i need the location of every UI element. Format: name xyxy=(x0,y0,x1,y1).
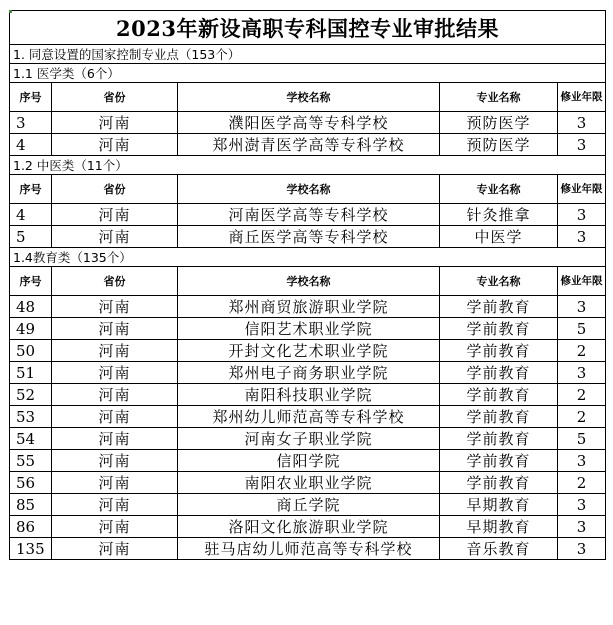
group-row xyxy=(10,64,606,83)
years-cell: 3 xyxy=(558,296,606,318)
major-cell: 学前教育 xyxy=(440,296,558,318)
index-cell: 3 xyxy=(10,112,52,134)
table-row xyxy=(10,362,606,384)
group-label: 1.2 中医类（11个） xyxy=(10,156,606,175)
section-row xyxy=(10,45,606,64)
province-cell: 河南 xyxy=(52,450,178,472)
index-cell: 86 xyxy=(10,516,52,538)
major-cell: 学前教育 xyxy=(440,472,558,494)
school-cell: 开封文化艺术职业学院 xyxy=(178,340,440,362)
header-school: 学校名称 xyxy=(178,175,440,204)
school-cell: 商丘学院 xyxy=(178,494,440,516)
header-row xyxy=(10,267,606,296)
province-cell: 河南 xyxy=(52,516,178,538)
province-cell: 河南 xyxy=(52,472,178,494)
major-cell: 学前教育 xyxy=(440,362,558,384)
school-cell: 河南女子职业学院 xyxy=(178,428,440,450)
major-cell: 音乐教育 xyxy=(440,538,558,560)
province-cell: 河南 xyxy=(52,406,178,428)
major-cell: 预防医学 xyxy=(440,134,558,156)
table-row xyxy=(10,472,606,494)
school-cell: 南阳科技职业学院 xyxy=(178,384,440,406)
header-years: 修业年限 xyxy=(558,267,606,296)
index-cell: 5 xyxy=(10,226,52,248)
header-row xyxy=(10,83,606,112)
table-row xyxy=(10,450,606,472)
index-cell: 53 xyxy=(10,406,52,428)
header-row xyxy=(10,175,606,204)
approval-table xyxy=(9,10,606,560)
province-cell: 河南 xyxy=(52,112,178,134)
index-cell: 55 xyxy=(10,450,52,472)
province-cell: 河南 xyxy=(52,318,178,340)
major-cell: 中医学 xyxy=(440,226,558,248)
school-cell: 洛阳文化旅游职业学院 xyxy=(178,516,440,538)
major-cell: 学前教育 xyxy=(440,340,558,362)
years-cell: 3 xyxy=(558,134,606,156)
major-cell: 学前教育 xyxy=(440,318,558,340)
index-cell: 50 xyxy=(10,340,52,362)
header-index: 序号 xyxy=(10,267,52,296)
province-cell: 河南 xyxy=(52,362,178,384)
table-row xyxy=(10,296,606,318)
province-cell: 河南 xyxy=(52,296,178,318)
header-province: 省份 xyxy=(52,83,178,112)
province-cell: 河南 xyxy=(52,538,178,560)
table-row xyxy=(10,112,606,134)
school-cell: 郑州澍青医学高等专科学校 xyxy=(178,134,440,156)
table-row xyxy=(10,204,606,226)
table-body xyxy=(10,11,606,560)
school-cell: 郑州幼儿师范高等专科学校 xyxy=(178,406,440,428)
table-row xyxy=(10,340,606,362)
school-cell: 河南医学高等专科学校 xyxy=(178,204,440,226)
table-row xyxy=(10,516,606,538)
province-cell: 河南 xyxy=(52,340,178,362)
group-row xyxy=(10,156,606,175)
major-cell: 学前教育 xyxy=(440,406,558,428)
years-cell: 3 xyxy=(558,538,606,560)
index-cell: 4 xyxy=(10,204,52,226)
major-cell: 学前教育 xyxy=(440,450,558,472)
years-cell: 2 xyxy=(558,340,606,362)
document-title: 2023年新设高职专科国控专业审批结果 xyxy=(10,11,606,45)
province-cell: 河南 xyxy=(52,428,178,450)
header-index: 序号 xyxy=(10,175,52,204)
years-cell: 5 xyxy=(558,428,606,450)
index-cell: 48 xyxy=(10,296,52,318)
years-cell: 3 xyxy=(558,204,606,226)
years-cell: 2 xyxy=(558,472,606,494)
province-cell: 河南 xyxy=(52,384,178,406)
years-cell: 3 xyxy=(558,362,606,384)
group-label: 1.4教育类（135个） xyxy=(10,248,606,267)
province-cell: 河南 xyxy=(52,204,178,226)
table-row xyxy=(10,428,606,450)
years-cell: 3 xyxy=(558,112,606,134)
years-cell: 3 xyxy=(558,494,606,516)
header-school: 学校名称 xyxy=(178,83,440,112)
province-cell: 河南 xyxy=(52,134,178,156)
index-cell: 4 xyxy=(10,134,52,156)
index-cell: 56 xyxy=(10,472,52,494)
title-row xyxy=(10,11,606,45)
index-cell: 85 xyxy=(10,494,52,516)
spreadsheet-sheet xyxy=(9,10,605,560)
school-cell: 信阳艺术职业学院 xyxy=(178,318,440,340)
index-cell: 135 xyxy=(10,538,52,560)
header-major: 专业名称 xyxy=(440,267,558,296)
province-cell: 河南 xyxy=(52,494,178,516)
province-cell: 河南 xyxy=(52,226,178,248)
table-row xyxy=(10,226,606,248)
index-cell: 52 xyxy=(10,384,52,406)
header-province: 省份 xyxy=(52,175,178,204)
header-major: 专业名称 xyxy=(440,83,558,112)
header-school: 学校名称 xyxy=(178,267,440,296)
school-cell: 驻马店幼儿师范高等专科学校 xyxy=(178,538,440,560)
table-row xyxy=(10,318,606,340)
years-cell: 3 xyxy=(558,226,606,248)
group-row xyxy=(10,248,606,267)
header-years: 修业年限 xyxy=(558,175,606,204)
table-row xyxy=(10,134,606,156)
years-cell: 2 xyxy=(558,406,606,428)
major-cell: 针灸推拿 xyxy=(440,204,558,226)
school-cell: 南阳农业职业学院 xyxy=(178,472,440,494)
years-cell: 3 xyxy=(558,450,606,472)
table-row xyxy=(10,538,606,560)
section-1-label: 1. 同意设置的国家控制专业点（153个） xyxy=(10,45,606,64)
header-major: 专业名称 xyxy=(440,175,558,204)
group-label: 1.1 医学类（6个） xyxy=(10,64,606,83)
school-cell: 郑州商贸旅游职业学院 xyxy=(178,296,440,318)
school-cell: 濮阳医学高等专科学校 xyxy=(178,112,440,134)
table-row xyxy=(10,384,606,406)
major-cell: 早期教育 xyxy=(440,516,558,538)
school-cell: 郑州电子商务职业学院 xyxy=(178,362,440,384)
years-cell: 2 xyxy=(558,384,606,406)
index-cell: 51 xyxy=(10,362,52,384)
years-cell: 5 xyxy=(558,318,606,340)
years-cell: 3 xyxy=(558,516,606,538)
major-cell: 学前教育 xyxy=(440,428,558,450)
cell-corner-marker xyxy=(9,10,12,13)
index-cell: 49 xyxy=(10,318,52,340)
header-province: 省份 xyxy=(52,267,178,296)
table-row xyxy=(10,406,606,428)
header-index: 序号 xyxy=(10,83,52,112)
school-cell: 商丘医学高等专科学校 xyxy=(178,226,440,248)
major-cell: 学前教育 xyxy=(440,384,558,406)
table-row xyxy=(10,494,606,516)
major-cell: 早期教育 xyxy=(440,494,558,516)
index-cell: 54 xyxy=(10,428,52,450)
school-cell: 信阳学院 xyxy=(178,450,440,472)
header-years: 修业年限 xyxy=(558,83,606,112)
major-cell: 预防医学 xyxy=(440,112,558,134)
